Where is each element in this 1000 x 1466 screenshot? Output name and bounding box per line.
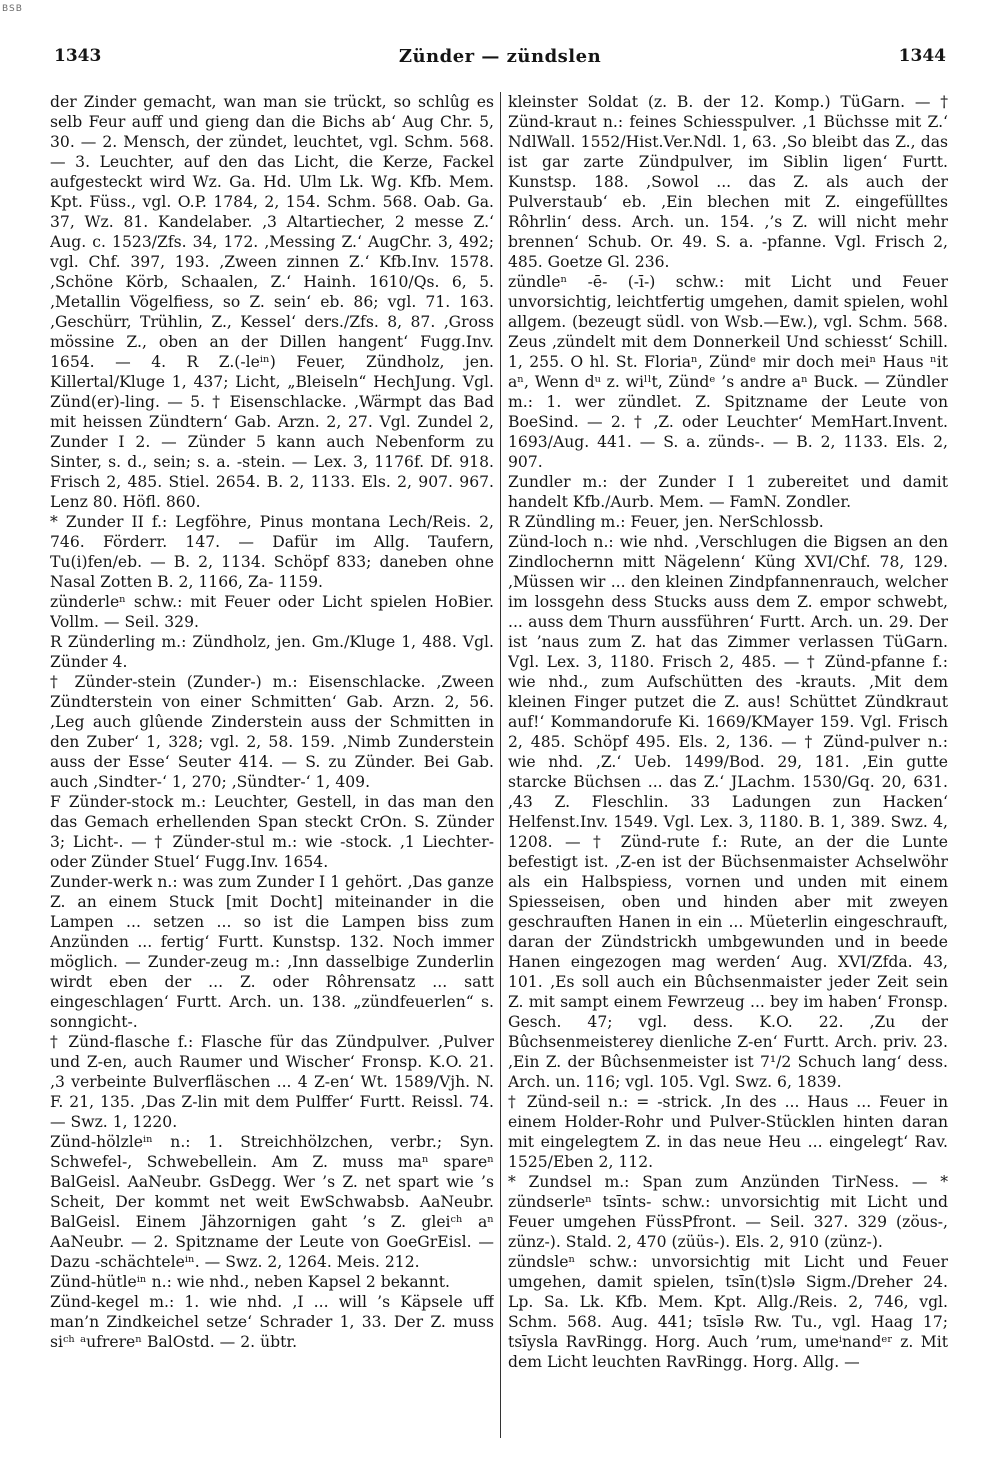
dictionary-entry: * Zundsel m.: Span zum Anzünden TirNess. — * zündserleⁿ tsīnts- schw.: unvorsichtig mit Licht und Feuer umgehen FüssPfront. — Seil. 327. 329 (zöus-, zünz-). Stald. 2, 470 (züüs-). Els. 2, 910 (zünz-). bbox=[508, 1173, 948, 1251]
dictionary-entry: R Zünderling m.: Zündholz, jen. Gm./Kluge 1, 488. Vgl. Zünder 4. bbox=[50, 633, 494, 671]
left-column bbox=[50, 92, 494, 1444]
dictionary-entry: Zundler m.: der Zunder I 1 zubereitet und damit handelt Kfb./Aurb. Mem. — FamN. Zondler. bbox=[508, 473, 948, 511]
page-number-right: 1344 bbox=[898, 46, 946, 66]
dictionary-entry: zündleⁿ -ē- (-ī-) schw.: mit Licht und Feuer unvorsichtig, leichtfertig umgehen, damit spielen, wohl allgem. (bezeugt südl. von Wsb.—Ew.), vgl. Schm. 568. Zeus ‚zündelt mit dem Donnerkeil Und schiesst‘ Schill. 1, 255. O hl. St. Floriaⁿ, Zündᵉ mir doch meiⁿ Haus ⁿit aⁿ, Wenn dᵘ z. wiˡˡt, Zündᵉ ’s andre aⁿ Buck. — Zündler m.: 1. wer zündlet. Z. Spitzname der Leute von BoeSind. — 2. † ‚Z. oder Leuchter‘ MemHart.Invent. 1693/Aug. 441. — S. a. zünds-. — B. 2, 1133. Els. 2, 907. bbox=[508, 273, 948, 471]
dictionary-entry: * Zunder II f.: Legföhre, Pinus montana Lech/Reis. 2, 746. Förderr. 147. — Dafür im Allg. Taufern, Tu(i)fen/eb. — B. 2, 1134. Schöpf 833; daneben ohne Nasal Zotten B. 2, 1166, Za- 1159. bbox=[50, 513, 494, 591]
dictionary-entry: † Zünd-seil n.: = -strick. ‚In des ... Haus ... Feuer in einem Holder-Rohr und Pulver-Stücklen hinten daran mit eingelegtem Z. in das neue Heu ... eingelegt‘ Rav. 1525/Eben 2, 112. bbox=[508, 1093, 948, 1171]
right-column bbox=[508, 92, 948, 1444]
dictionary-entry: der Zinder gemacht, wan man sie trückt, so schlûg es selb Feur auff und gieng dan die Bichs ab‘ Aug Chr. 5, 30. — 2. Mensch, der zündet, leuchtet, vgl. Schm. 568. — 3. Leuchter, auf den das Licht, die Kerze, Fackel aufgesteckt wird Wz. Ga. Hd. Ulm Lk. Wg. Kfb. Mem. Kpt. Füss., vgl. O.P. 1784, 2, 154. Schm. 568. Oab. Ga. 37, Wz. 81. Kandelaber. ‚3 Altartiecher, 2 messe Z.‘ Aug. c. 1523/Zfs. 34, 172. ‚Messing Z.‘ AugChr. 3, 492; vgl. Chf. 397, 193. ‚Zween zinnen Z.‘ Kfb.Inv. 1578. ‚Schöne Körb, Schaalen, Z.‘ Hainh. 1610/Qs. 6, 5. ‚Metallin Vögelfiess, so Z. sein‘ eb. 86; vgl. 71. 163. ‚Geschürr, Trühlin, Z., Kessel‘ ders./Zfs. 8, 87. ‚Gross mössine Z., oben an der Dillen hangent‘ Fugg.Inv. 1654. — 4. R Z.(-leⁱⁿ) Feuer, Zündholz, jen. Killertal/Kluge 1, 437; Licht, „Bleiseln“ HechJung. Vgl. Zünd(er)-ling. — 5. † Eisenschlacke. ‚Wärmpt das Bad mit heissen Zündtern‘ Gab. Arzn. 2, 27. Vgl. Zundel 2, Zunder I 2. — Zünder 5 kann auch Nebenform zu Sinter, s. d., sein; s. a. -stein. — Lex. 3, 1176f. Df. 918. Frisch 2, 485. Stiel. 2654. B. 2, 1133. Els. 2, 907. 967. Lenz 80. Höfl. 860. bbox=[50, 93, 494, 511]
dictionary-entry: Zünd-kegel m.: 1. wie nhd. ‚I ... will ’s Käpsele uff man’n Zindkeichel setze‘ Schrader 1, 33. Der Z. muss siᶜʰ ᵃufrereⁿ BalOstd. — 2. übtr. bbox=[50, 1293, 494, 1351]
dictionary-entry: zündsleⁿ schw.: unvorsichtig mit Licht und Feuer umgehen, damit spielen, tsīn(t)slə Sigm./Dreher 24. Lp. Sa. Lk. Kfb. Mem. Kpt. Allg./Reis. 2, 746, vgl. Schm. 568. Aug. 441; tsīslə Rw. Tu., vgl. Haag 17; tsīysla RavRingg. Horg. Auch ’rum, umeⁱnandᵉʳ z. Mit dem Licht leuchten RavRingg. Horg. Allg. — bbox=[508, 1253, 948, 1371]
dictionary-entry: R Zündling m.: Feuer, jen. NerSchlossb. bbox=[508, 513, 824, 531]
column-divider bbox=[500, 92, 501, 1438]
dictionary-entry: Zünd-hütleⁱⁿ n.: wie nhd., neben Kapsel 2 bekannt. bbox=[50, 1273, 450, 1291]
library-stamp: BSB bbox=[2, 4, 23, 14]
dictionary-entry: Zunder-werk n.: was zum Zunder I 1 gehört. ‚Das ganze Z. an einem Stuck [mit Docht] miteinander in die Lampen ... setzen ... so ist die Lampen biss zum Anzünden ... fertig‘ Furtt. Kunstsp. 132. Noch immer möglich. — Zunder-zeug m.: ‚Inn dasselbige Zunderlin wirdt eben der ... Z. oder Rôhrensatz ... satt eingeschlagen‘ Furtt. Arch. un. 138. „zündfeuerlen“ s. sonngicht-. bbox=[50, 873, 494, 1031]
running-title: Zünder — zündslen bbox=[398, 46, 602, 67]
dictionary-entry: Zünd-loch n.: wie nhd. ‚Verschlugen die Bigsen an den Zindlochernn mitt Nägelenn‘ Küng XVI/Chf. 78, 129. ‚Müssen wir ... den kleinen Zindpfannenrauch, welcher im lossgehn dess Stucks auss dem Z. empor schwebt, ... auss dem Thurn aussführen‘ Furtt. Arch. un. 29. Der ist ’naus zum Z. hat das Zimmer verlassen TüGarn. Vgl. Lex. 3, 1180. Frisch 2, 485. — † Zünd-pfanne f.: wie nhd., zum Aufschütten des -krauts. ‚Mit dem kleinen Finger putzet die Z. aus! Schüttet Zündkraut auf!‘ Kommandorufe Ki. 1669/KMayer 159. Vgl. Frisch 2, 485. Schöpf 495. Els. 2, 136. — † Zünd-pulver n.: wie nhd. ‚Z.‘ Ueb. 1499/Bod. 29, 181. ‚Ein gutte starcke Büchsen ... das Z.‘ JLachm. 1530/Gq. 20, 631. ‚43 Z. Fleschlin. 33 Ladungen zun Hacken‘ Helfenst.Inv. 1549. Vgl. Lex. 3, 1180. B. 1, 389. Swz. 4, 1208. — † Zünd-rute f.: Rute, an der die Lunte befestigt ist. ‚Z-en ist der Büchsenmaister Achselwöhr als ein Halbspiess, vornen und unden mit einem Spiesseisen, oben und hinden aber mit zweyen geschrauften Hanen in ein ... Müeterlin eingeschrauft, daran der Zündstrickh umbgewunden und in beede Hanen eingezogen mag werden‘ Aug. XVI/Zfda. 43, 101. ‚Es soll auch ein Bûchsenmaister jeder Zeit sein Z. mit sampt einem Fewrzeug ... bey im haben‘ Fronsp. Gesch. 47; vgl. dess. K.O. 22. ‚Zu der Bûchsenmeisterey dienliche Z-en‘ Furtt. Arch. priv. 23. ‚Ein Z. der Bûchsenmeister ist 7¹/2 Schuch lang‘ dess. Arch. un. 116; vgl. 105. Vgl. Swz. 6, 1839. bbox=[508, 533, 948, 1091]
dictionary-entry: Zünd-hölzleⁱⁿ n.: 1. Streichhölzchen, verbr.; Syn. Schwefel-, Schwebellein. Am Z. muss maⁿ spareⁿ BalGeisl. AaNeubr. GsDegg. Wer ’s Z. net spart wie ’s Scheit, Der kommt net weit EwSchwabsb. AaNeubr. BalGeisl. Einem Jähzornigen gaht ’s Z. gleiᶜʰ aⁿ AaNeubr. — 2. Spitzname der Leute von GoeGrEisl. — Dazu -schächteleⁱⁿ. — Swz. 2, 1264. Meis. 212. bbox=[50, 1133, 494, 1271]
dictionary-entry: kleinster Soldat (z. B. der 12. Komp.) TüGarn. — † Zünd-kraut n.: feines Schiesspulver. ‚1 Büchsse mit Z.‘ NdlWall. 1552/Hist.Ver.Ndl. 1, 63. ‚So bleibt das Z., das ist gar zarte Zündpulver, im Siblin ligen‘ Furtt. Kunstsp. 188. ‚Sowol ... das Z. als auch der Pulverstaub‘ eb. ‚Ein blechen mit Z. eingefülltes Rôhrlin‘ dess. Arch. un. 154. ‚’s Z. will nicht mehr brennen‘ Schub. Or. 49. S. a. -pfanne. Vgl. Frisch 2, 485. Goetze Gl. 236. bbox=[508, 93, 948, 271]
dictionary-entry: † Zünder-stein (Zunder-) m.: Eisenschlacke. ‚Zween Zündterstein von einer Schmitten‘ Gab. Arzn. 2, 56. ‚Leg auch glûende Zinderstein auss der Schmitten in den Zuber‘ 1, 328; vgl. 2, 58. 159. ‚Nimb Zunderstein auss der Esse‘ Seuter 414. — S. zu Zünder. Bei Gab. auch ‚Sindter-‘ 1, 270; ‚Sündter-‘ 1, 409. bbox=[50, 673, 494, 791]
dictionary-entry: zünderleⁿ schw.: mit Feuer oder Licht spielen HoBier. Vollm. — Seil. 329. bbox=[50, 593, 494, 631]
page-header bbox=[50, 46, 950, 74]
page-number-left: 1343 bbox=[54, 46, 102, 66]
dictionary-entry: † Zünd-flasche f.: Flasche für das Zündpulver. ‚Pulver und Z-en, auch Raumer und Wischer‘ Fronsp. K.O. 21. ‚3 verbeinte Bulverfläschen ... 4 Z-en‘ Wt. 1589/Vjh. N. F. 21, 135. ‚Das Z-lin mit dem Pulffer‘ Furtt. Reissl. 74. — Swz. 1, 1220. bbox=[50, 1033, 494, 1131]
dictionary-entry: F Zünder-stock m.: Leuchter, Gestell, in das man den das Gemach erhellenden Span steckt CrOn. S. Zünder 3; Licht-. — † Zünder-stul m.: wie -stock. ‚1 Liechter- oder Zünder Stuel‘ Fugg.Inv. 1654. bbox=[50, 793, 494, 871]
